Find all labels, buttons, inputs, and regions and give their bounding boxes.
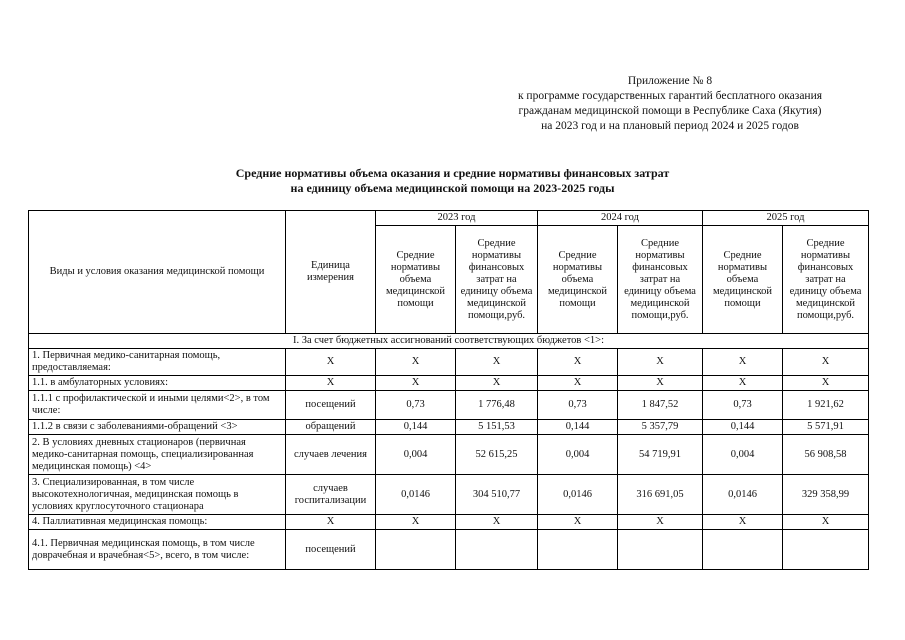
row-label: 1. Первичная медико-санитарная помощь, предоставляемая: bbox=[29, 349, 286, 376]
row-label: 1.1.1 с профилактической и иными целями<2>, в том числе: bbox=[29, 391, 286, 420]
cell-value: X bbox=[618, 376, 703, 391]
cell-cost: 1 776,48 bbox=[456, 391, 538, 420]
table-row bbox=[29, 349, 869, 376]
row-label: 4. Паллиативная медицинская помощь: bbox=[29, 515, 286, 530]
cell-unit: случаев лечения bbox=[286, 435, 376, 475]
cell-volume: 0,144 bbox=[376, 420, 456, 435]
table-row bbox=[29, 376, 869, 391]
cell-volume: 0,0146 bbox=[703, 475, 783, 515]
cell-cost: 329 358,99 bbox=[783, 475, 869, 515]
cell-unit: X bbox=[286, 515, 376, 530]
header-kind: Виды и условия оказания медицинской помощи bbox=[29, 211, 286, 334]
cell-cost: 304 510,77 bbox=[456, 475, 538, 515]
appendix-line: на 2023 год и на плановый период 2024 и 2025 годов bbox=[541, 120, 799, 132]
cell-cost: 54 719,91 bbox=[618, 435, 703, 475]
cell-volume: 0,144 bbox=[538, 420, 618, 435]
header-volume: Средние нормативы объема медицинской помощи bbox=[376, 226, 456, 334]
cell-value: X bbox=[703, 349, 783, 376]
table-row bbox=[29, 530, 869, 570]
cell-value: X bbox=[783, 376, 869, 391]
cell-cost: 5 151,53 bbox=[456, 420, 538, 435]
cell-value: X bbox=[456, 515, 538, 530]
cell-unit: случаев госпитализации bbox=[286, 475, 376, 515]
cell-value: X bbox=[376, 515, 456, 530]
cell-volume: 0,0146 bbox=[538, 475, 618, 515]
header-cost: Средние нормативы финансовых затрат на единицу объема медицинской помощи,руб. bbox=[618, 226, 703, 334]
cell-cost: 5 357,79 bbox=[618, 420, 703, 435]
header-cost: Средние нормативы финансовых затрат на единицу объема медицинской помощи,руб. bbox=[783, 226, 869, 334]
row-label: 1.1.2 в связи с заболеваниями-обращений <3> bbox=[29, 420, 286, 435]
cell-cost: 1 921,62 bbox=[783, 391, 869, 420]
row-label: 3. Специализированная, в том числе высокотехнологичная, медицинская помощь в условиях круглосуточного стационара bbox=[29, 475, 286, 515]
header-volume: Средние нормативы объема медицинской помощи bbox=[703, 226, 783, 334]
cell-value: X bbox=[703, 376, 783, 391]
document-title bbox=[0, 166, 905, 196]
cell-unit: X bbox=[286, 376, 376, 391]
cell-value: X bbox=[783, 349, 869, 376]
cell-cost bbox=[783, 530, 869, 570]
cell-cost bbox=[456, 530, 538, 570]
cell-volume: 0,0146 bbox=[376, 475, 456, 515]
cell-volume: 0,004 bbox=[376, 435, 456, 475]
header-unit: Единица измерения bbox=[286, 211, 376, 334]
cell-value: X bbox=[618, 349, 703, 376]
cell-unit: посещений bbox=[286, 530, 376, 570]
cell-value: X bbox=[538, 515, 618, 530]
table-row bbox=[29, 515, 869, 530]
table-row bbox=[29, 475, 869, 515]
cell-unit: X bbox=[286, 349, 376, 376]
appendix-line: к программе государственных гарантий бесплатного оказания bbox=[517, 90, 823, 102]
cell-value: X bbox=[538, 376, 618, 391]
cell-cost bbox=[618, 530, 703, 570]
cell-volume: 0,004 bbox=[538, 435, 618, 475]
cell-volume: 0,144 bbox=[703, 420, 783, 435]
appendix-line: гражданам медицинской помощи в Республике Саха (Якутия) bbox=[518, 105, 822, 117]
cell-cost: 52 615,25 bbox=[456, 435, 538, 475]
row-label: 2. В условиях дневных стационаров (первичная медико-санитарная помощь, специализированная медицинская помощь) <4> bbox=[29, 435, 286, 475]
cell-unit: посещений bbox=[286, 391, 376, 420]
cell-volume bbox=[376, 530, 456, 570]
norms-table bbox=[28, 210, 869, 570]
title-line-1: Средние нормативы объема оказания и средние нормативы финансовых затрат bbox=[235, 166, 670, 180]
cell-value: X bbox=[376, 376, 456, 391]
cell-cost: 56 908,58 bbox=[783, 435, 869, 475]
header-year-2024: 2024 год bbox=[538, 211, 703, 226]
cell-value: X bbox=[456, 376, 538, 391]
cell-value: X bbox=[783, 515, 869, 530]
cell-volume: 0,73 bbox=[538, 391, 618, 420]
cell-value: X bbox=[538, 349, 618, 376]
cell-volume: 0,73 bbox=[703, 391, 783, 420]
cell-value: X bbox=[703, 515, 783, 530]
appendix-line: Приложение № 8 bbox=[627, 75, 713, 87]
cell-volume bbox=[538, 530, 618, 570]
cell-value: X bbox=[376, 349, 456, 376]
cell-volume: 0,73 bbox=[376, 391, 456, 420]
header-volume: Средние нормативы объема медицинской помощи bbox=[538, 226, 618, 334]
row-label: 4.1. Первичная медицинская помощь, в том числе доврачебная и врачебная<5>, всего, в том числе: bbox=[29, 530, 286, 570]
row-label: 1.1. в амбулаторных условиях: bbox=[29, 376, 286, 391]
cell-cost: 5 571,91 bbox=[783, 420, 869, 435]
cell-value: X bbox=[456, 349, 538, 376]
cell-volume bbox=[703, 530, 783, 570]
cell-cost: 316 691,05 bbox=[618, 475, 703, 515]
cell-unit: обращений bbox=[286, 420, 376, 435]
header-cost: Средние нормативы финансовых затрат на единицу объема медицинской помощи,руб. bbox=[456, 226, 538, 334]
header-year-2023: 2023 год bbox=[376, 211, 538, 226]
cell-volume: 0,004 bbox=[703, 435, 783, 475]
appendix-header bbox=[470, 74, 870, 134]
title-line-2: на единицу объема медицинской помощи на 2023-2025 годы bbox=[290, 181, 615, 195]
cell-cost: 1 847,52 bbox=[618, 391, 703, 420]
header-year-2025: 2025 год bbox=[703, 211, 869, 226]
cell-value: X bbox=[618, 515, 703, 530]
section-heading: I. За счет бюджетных ассигнований соответствующих бюджетов <1>: bbox=[29, 334, 869, 349]
table-row bbox=[29, 391, 869, 420]
table-row bbox=[29, 435, 869, 475]
table-row bbox=[29, 420, 869, 435]
